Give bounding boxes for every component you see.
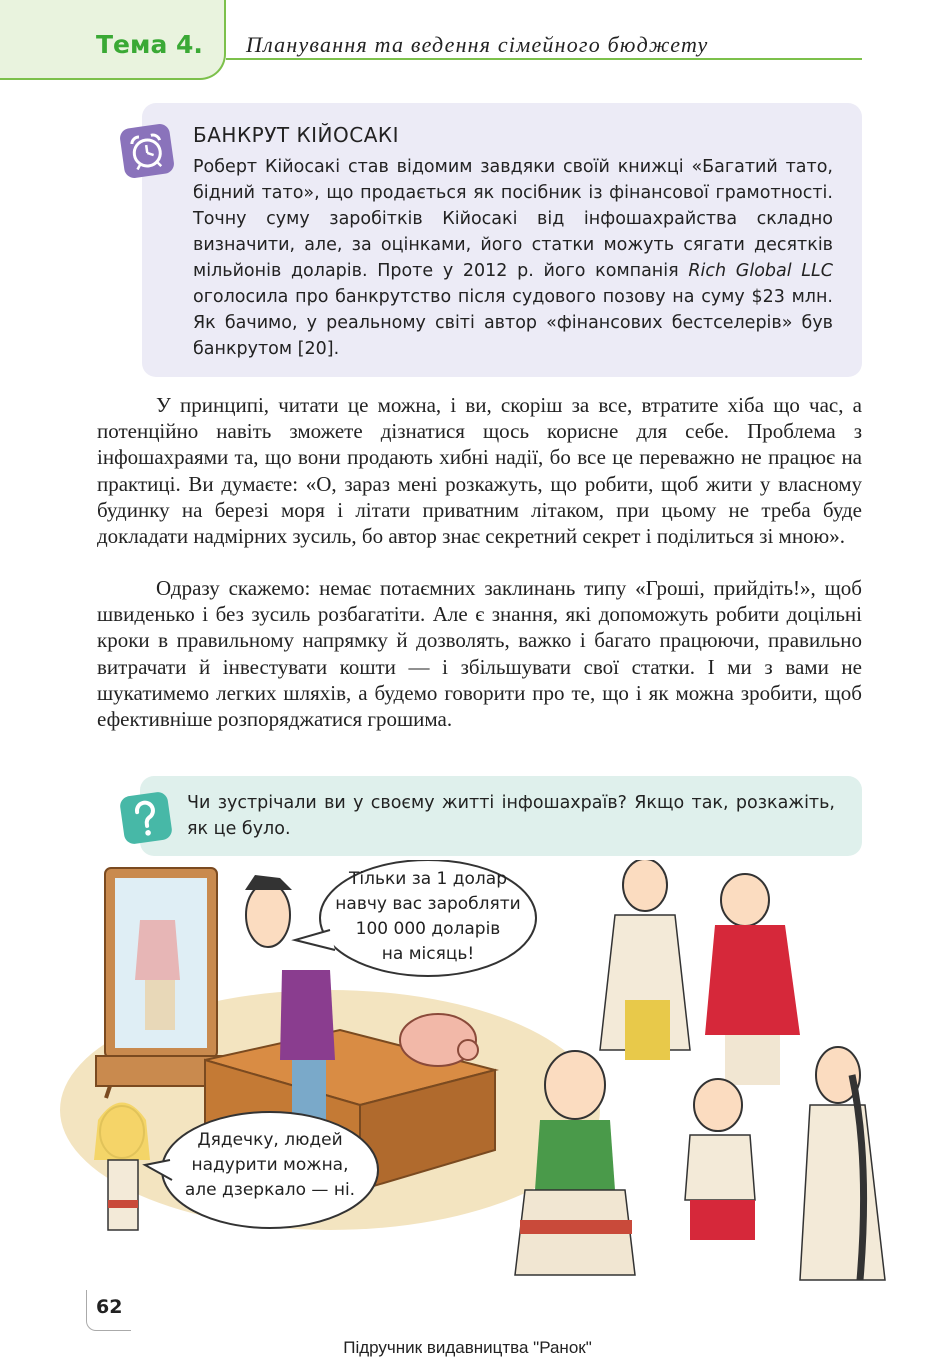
topic-title: Планування та ведення сімейного бюджету <box>246 32 709 57</box>
bubble-line: на місяць! <box>381 944 475 964</box>
page-number: 62 <box>96 1296 123 1318</box>
publisher-footer: Підручник видавництва "Ранок" <box>343 1338 592 1357</box>
bubble-line: навчу вас заробляти <box>335 894 521 914</box>
cartoon-illustration <box>0 860 935 1300</box>
company-name: Rich Global LLC <box>688 261 834 281</box>
question-text: Чи зустрічали ви у своєму житті інфошахраїв? Якщо так, розкажіть, як це було. <box>187 793 835 839</box>
topic-label: Тема 4. <box>96 30 203 59</box>
body-paragraph-2: Одразу скажемо: немає потаємних заклинань типу «Гроші, прийдіть!», щоб швиденько і без зусиль розбагатіти. Але є знання, які допоможуть робити доцільні кроки в правильному напрямку й дозволять, важко і багато працюючи, правильно витрачати й інвестувати кошти — і збільшувати свої статки. І ми з вами не шукатимемо легких шляхів, а будемо говорити про те, що і як можна зробити, щоб ефективніше розпоряджатися грошима. <box>97 576 862 732</box>
header-divider <box>226 58 862 60</box>
info-title: БАНКРУТ КІЙОСАКІ <box>193 123 400 147</box>
girl-speech-bubble <box>172 1128 368 1203</box>
bubble-line: Дядечку, людей <box>197 1130 343 1150</box>
man-speech-bubble <box>330 867 526 967</box>
bubble-line: Тільки за 1 долар <box>348 869 508 889</box>
question-mark-icon <box>119 791 173 845</box>
bubble-line: 100 000 доларів <box>355 919 501 939</box>
bubble-line: надурити можна, <box>191 1155 349 1175</box>
bubble-line: але дзеркало — ні. <box>184 1180 356 1200</box>
info-text-part2: оголосила про банкрутство після судового позову на суму $23 млн. Як бачимо, у реальному світі автор «фінансових бестселерів» був банкрутом [20]. <box>193 287 833 359</box>
info-text <box>193 154 833 362</box>
body-paragraph-1: У принципі, читати це можна, і ви, скоріш за все, втратите хіба що час, а потенційно навіть зможете дізнатися щось корисне для себе. Проблема з інфошахраями та, що вони продають хибні надії, бо все це переважно не працює на практиці. Ви думаєте: «О, зараз мені розкажуть, що робити, щоб жити у власному будинку на березі моря і літати приватним літаком, при цьому не треба буде докладати надмірних зусиль, бо автор знає секретний секрет і поділиться зі мною». <box>97 393 862 549</box>
alarm-clock-icon <box>119 123 175 179</box>
info-text-part1: Роберт Кійосакі став відомим завдяки своїй книжці «Багатий тато, бідний тато», що продається як посібник із фінансової грамотності. Точну суму заробітків Кійосакі від інфошахрайства складно визначити, але, за оцінками, його статки можуть сягати десятків мільйонів доларів. Проте у 2012 р. його компанія <box>193 157 833 281</box>
